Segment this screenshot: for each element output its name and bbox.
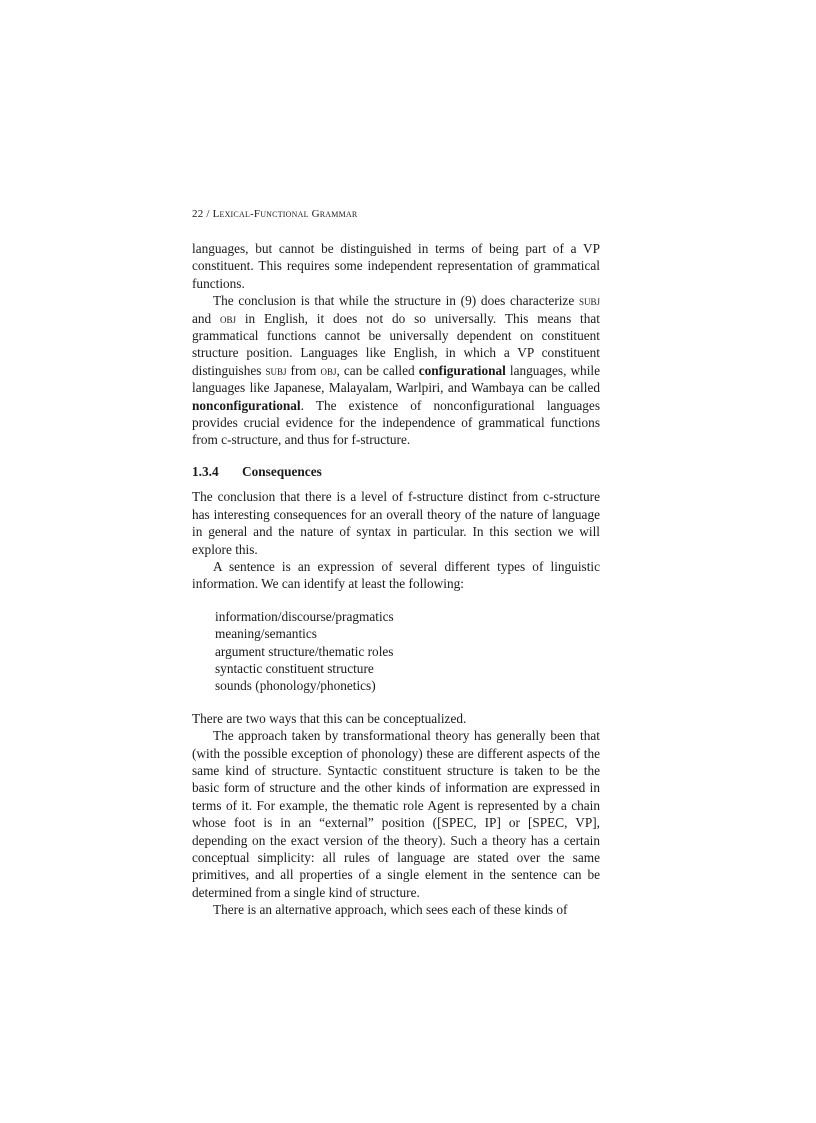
paragraph-2-text-d: from: [286, 362, 321, 378]
page-body: [192, 206, 600, 919]
paragraph-2-text-c: in English, it does not do so universally. This means that grammatical functions cannot be universally dependent on constituent structure position. Languages like English, in which a VP constituent distinguishes: [192, 310, 600, 378]
running-head-separator: /: [206, 208, 210, 220]
list-item: meaning/semantics: [215, 626, 317, 642]
paragraph-2-text-e: , can be called: [336, 362, 419, 378]
term-configurational: configurational: [418, 362, 506, 378]
running-head-title: Lexical-Functional Grammar: [212, 208, 358, 220]
paragraph-6: The approach taken by transformational theory has generally been that (with the possible exception of phonology) these are different aspects of the same kind of structure. Syntactic constituent structure is taken to be the basic form of structure and the other kinds of information are expressed in terms of it. For example, the thematic role Agent is represented by a chain whose foot is in an “external” position ([SPEC, IP] or [SPEC, VP], depending on the exact version of the theory). Such a theory has a certain conceptual simplicity: all rules of language are stated over the same primitives, and all properties of a single element in the sentence can be determined from a single kind of structure.: [192, 728, 600, 900]
paragraph-2-text-a: The conclusion is that while the structure in (9) does characterize: [213, 293, 579, 309]
section-heading: [192, 463, 600, 480]
section-title: Consequences: [242, 463, 322, 479]
term-obj: obj: [220, 310, 237, 326]
paragraph-2-text-b: and: [192, 310, 221, 326]
information-types-list: [215, 608, 600, 695]
paragraph-1: languages, but cannot be distinguished in terms of being part of a VP constituent. This requires some independent representation of grammatical functions.: [192, 241, 600, 291]
list-item: sounds (phonology/phonetics): [215, 678, 376, 694]
term-nonconfigurational: nonconfigurational: [192, 397, 301, 413]
paragraph-3: The conclusion that there is a level of f-structure distinct from c-structure has interesting consequences for an overall theory of the nature of language in general and the nature of syntax in particular. In this section we will explore this.: [192, 489, 600, 557]
running-head: [192, 206, 600, 220]
paragraph-2: [192, 292, 600, 449]
paragraph-2-text-g: . The existence of nonconfigurational languages provides crucial evidence for the independence of grammatical functions from c-structure, and thus for f-structure.: [192, 397, 600, 448]
term-obj: obj: [320, 362, 337, 378]
list-item: argument structure/thematic roles: [215, 643, 394, 659]
paragraph-4: A sentence is an expression of several different types of linguistic information. We can identify at least the following:: [192, 558, 600, 592]
paragraph-7: There is an alternative approach, which sees each of these kinds of: [213, 902, 568, 918]
section-number: 1.3.4: [192, 463, 219, 479]
term-subj: subj: [265, 362, 287, 378]
paragraph-5: There are two ways that this can be conceptualized.: [192, 710, 467, 726]
paragraph-2-text-f: languages, while languages like Japanese, Malayalam, Warlpiri, and Wambaya can be called: [192, 362, 600, 396]
page-number: 22: [192, 208, 204, 220]
list-item: syntactic constituent structure: [215, 660, 374, 676]
list-item: information/discourse/pragmatics: [215, 608, 394, 624]
term-subj: subj: [578, 293, 600, 309]
